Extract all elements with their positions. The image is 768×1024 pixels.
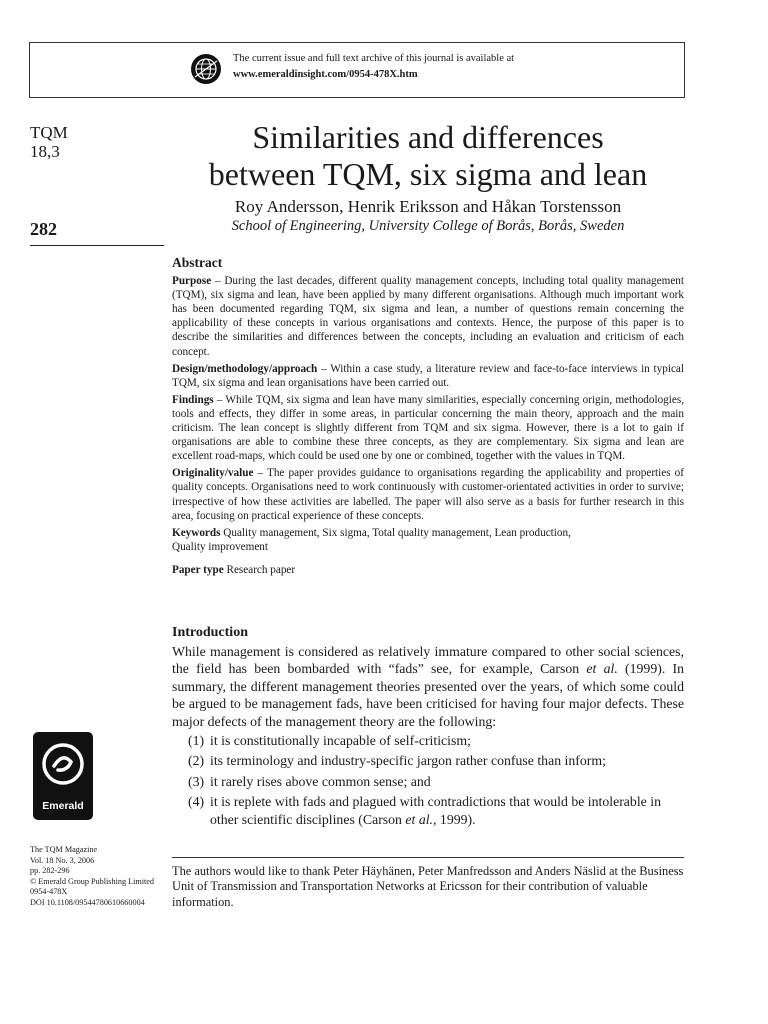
globe-icon [190, 53, 222, 85]
emerald-logo-text: Emerald [42, 800, 84, 812]
pub-issn: 0954-478X [30, 887, 68, 897]
pub-doi: DOI 10.1108/09544780610660004 [30, 897, 145, 907]
article-affiliation: School of Engineering, University College of Borås, Borås, Sweden [231, 218, 625, 234]
list-text: it is constitutionally incapable of self-criticism; [210, 732, 471, 748]
emerald-logo [33, 732, 93, 820]
paper-type-text: Research paper [223, 563, 296, 576]
pub-copyright: © Emerald Group Publishing Limited [30, 876, 155, 886]
findings-label: Findings [172, 393, 214, 406]
abstract-keywords [172, 526, 684, 554]
list-number: (1) [188, 732, 205, 748]
abstract-findings [172, 393, 684, 463]
title-line-1: Similarities and differences [252, 119, 604, 155]
list-etal: et al. [405, 811, 434, 827]
pub-pages: pp. 282-296 [30, 866, 70, 876]
journal-volume: 18,3 [30, 142, 60, 161]
journal-banner [29, 42, 685, 98]
abstract-originality [172, 466, 684, 522]
keywords-line-2: Quality improvement [172, 540, 269, 553]
introduction-section [172, 624, 684, 832]
pub-journal: The TQM Magazine [30, 845, 98, 854]
acknowledgement-footnote: The authors would like to thank Peter Häyhänen, Peter Manfredsson and Anders Näslid at the Business Unit of Transmission and Transportation Networks at Ericsson for their contribution of valuable information. [172, 864, 684, 909]
list-number: (3) [188, 773, 205, 789]
intro-text-2: (1999). In summary, the different management theories presented over the years, of which some could be argued to be management fads, have been criticised for having four major defects. These major defects of the management theory are the following: [172, 661, 684, 729]
design-text: – Within a case study, a literature review and face-to-face interviews in typical TQM, six sigma and lean organisations have been carried out. [172, 362, 684, 389]
list-text: it rarely rises above common sense; and [210, 773, 431, 789]
publication-info [30, 845, 170, 909]
originality-text: – The paper provides guidance to organisations regarding the applicability and properties of quality concepts. Organisations need to work continuously with customer-orientated activities in order to survive; irrespective of how these activities are labelled. The paper will also serve as a basis for further research in this area, focusing on practical experience of these concepts. [172, 467, 684, 522]
footnote-divider [172, 857, 684, 858]
journal-abbrev [30, 123, 68, 161]
journal-name: TQM [30, 123, 68, 142]
defects-list [172, 732, 684, 829]
findings-text: – While TQM, six sigma and lean have many similarities, especially concerning origin, methodologies, tools and effects, they differ in some areas, in particular concerning the main theory, approach and the main criticism. The lean concept is slightly different from TQM and six sigma. However, there is a lot to gain if organisations are able to combine these three concepts, as they are complementary. Six sigma and lean are excellent road-maps, which could be used one by one or combined, together with the values in TQM. [172, 393, 684, 463]
title-line-2: between TQM, six sigma and lean [208, 156, 648, 192]
banner-text: The current issue and full text archive of this journal is available at [233, 53, 515, 64]
abstract-section [172, 256, 684, 580]
list-text: its terminology and industry-specific jargon rather confuse than inform; [210, 753, 606, 769]
list-text-main: it is replete with fads and plagued with contradictions that would be intolerable in other scientific disciplines (Carson [210, 794, 661, 827]
page-number: 282 [30, 219, 57, 239]
purpose-text: – During the last decades, different quality management concepts, including total quality management (TQM), six sigma and lean, have been applied by many different organisations. Although much important work has been documented regarding TQM, six sigma and lean, a number of questions remain concerning the applicability of these concepts in various organisations and contexts. Hence, the purpose of this paper is to describe the similarities and differences between the concepts, including an evaluation and criticism of each concept. [172, 275, 684, 358]
pub-volume: Vol. 18 No. 3, 2006 [30, 855, 95, 865]
paper-type-label: Paper type [172, 563, 224, 576]
list-item [188, 793, 684, 828]
originality-label: Originality/value [172, 467, 254, 480]
list-item [188, 732, 684, 750]
introduction-heading: Introduction [172, 625, 248, 640]
list-text-end: , 1999). [433, 811, 476, 827]
keywords-line-1: Quality management, Six sigma, Total quality management, Lean production, [220, 526, 571, 539]
banner-url[interactable]: www.emeraldinsight.com/0954-478X.htm [233, 69, 418, 80]
introduction-paragraph [172, 643, 684, 731]
keywords-label: Keywords [172, 526, 221, 539]
emerald-e-icon [40, 740, 86, 790]
list-item [188, 752, 684, 770]
intro-etal: et al. [586, 661, 618, 677]
intro-text-1: While management is considered as relatively immature compared to other social sciences, the field has been bombarded with “fads” see, for example, Carson [172, 643, 684, 677]
list-text [210, 793, 684, 828]
abstract-paper-type [172, 563, 684, 577]
list-number: (4) [188, 794, 205, 810]
article-title [170, 119, 686, 193]
design-label: Design/methodology/approach [172, 362, 318, 375]
abstract-design [172, 362, 684, 390]
side-divider [30, 245, 164, 246]
purpose-label: Purpose [172, 275, 212, 288]
list-item [188, 773, 684, 791]
list-number: (2) [188, 753, 205, 769]
abstract-heading: Abstract [172, 255, 223, 270]
abstract-purpose [172, 274, 684, 359]
article-authors: Roy Andersson, Henrik Eriksson and Håkan Torstensson [234, 197, 622, 216]
